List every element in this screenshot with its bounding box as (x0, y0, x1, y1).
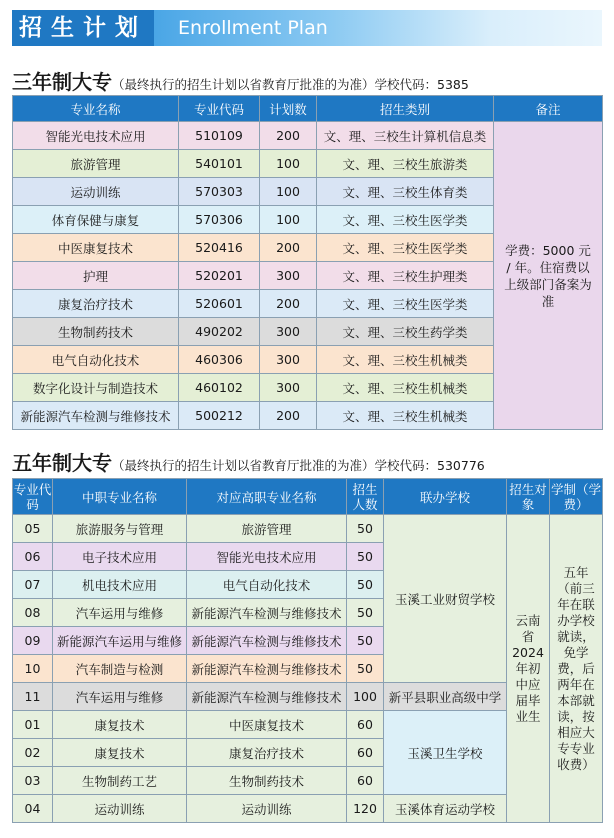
header-cell: 中职专业名称 (53, 479, 187, 515)
program-code: 08 (13, 599, 53, 627)
program-code: 06 (13, 543, 53, 571)
header-cell: 专业代码 (179, 96, 260, 122)
header-cell: 招生类别 (317, 96, 494, 122)
remarks-cell (494, 122, 603, 430)
enrollment-count: 120 (347, 795, 384, 823)
admission-category: 文、理、三校生机械类 (317, 402, 494, 430)
secondary-major: 运动训练 (53, 795, 187, 823)
enrollment-count: 50 (347, 515, 384, 543)
major-name: 中医康复技术 (13, 234, 179, 262)
table-row (13, 122, 603, 150)
secondary-major: 汽车运用与维修 (53, 683, 187, 711)
admission-category: 文、理、三校生医学类 (317, 234, 494, 262)
admission-category: 文、理、三校生药学类 (317, 318, 494, 346)
plan-count: 100 (260, 150, 317, 178)
enrollment-count: 50 (347, 599, 384, 627)
three-year-note: （最终执行的招生计划以省教育厅批准的为准）学校代码：5385 (112, 77, 469, 92)
header-cell: 学制（学费） (550, 479, 603, 515)
system-text: 五年（前三年在联办学校就读，免学费，后两年在本部就读，按相应大专专业收费） (557, 564, 595, 772)
major-name: 电气自动化技术 (13, 346, 179, 374)
partner-school: 玉溪卫生学校 (384, 711, 507, 795)
secondary-major: 生物制药工艺 (53, 767, 187, 795)
system-cell (550, 515, 603, 823)
program-code: 09 (13, 627, 53, 655)
major-code: 500212 (179, 402, 260, 430)
higher-major: 新能源汽车检测与维修技术 (187, 627, 347, 655)
higher-major: 新能源汽车检测与维修技术 (187, 683, 347, 711)
target-cell (507, 515, 550, 823)
major-name: 运动训练 (13, 178, 179, 206)
secondary-major: 康复技术 (53, 711, 187, 739)
program-code: 10 (13, 655, 53, 683)
higher-major: 新能源汽车检测与维修技术 (187, 655, 347, 683)
header-cell: 招生人数 (347, 479, 384, 515)
higher-major: 运动训练 (187, 795, 347, 823)
major-name: 智能光电技术应用 (13, 122, 179, 150)
major-code: 520601 (179, 290, 260, 318)
major-code: 510109 (179, 122, 260, 150)
partner-school: 玉溪工业财贸学校 (384, 515, 507, 683)
enrollment-count: 60 (347, 767, 384, 795)
header-cell: 计划数 (260, 96, 317, 122)
major-name: 康复治疗技术 (13, 290, 179, 318)
major-code: 570303 (179, 178, 260, 206)
header-cell: 专业代码 (13, 479, 53, 515)
higher-major: 旅游管理 (187, 515, 347, 543)
five-year-title: 五年制大专 (12, 451, 112, 475)
secondary-major: 机电技术应用 (53, 571, 187, 599)
enrollment-count: 100 (347, 683, 384, 711)
major-name: 生物制药技术 (13, 318, 179, 346)
three-year-title: 三年制大专 (12, 70, 112, 94)
secondary-major: 汽车制造与检测 (53, 655, 187, 683)
higher-major: 中医康复技术 (187, 711, 347, 739)
program-code: 05 (13, 515, 53, 543)
program-code: 07 (13, 571, 53, 599)
admission-category: 文、理、三校生护理类 (317, 262, 494, 290)
major-code: 460102 (179, 374, 260, 402)
major-name: 护理 (13, 262, 179, 290)
admission-category: 文、理、三校生体育类 (317, 178, 494, 206)
header-cell: 招生对象 (507, 479, 550, 515)
admission-category: 文、理、三校生旅游类 (317, 150, 494, 178)
major-name: 数字化设计与制造技术 (13, 374, 179, 402)
higher-major: 生物制药技术 (187, 767, 347, 795)
secondary-major: 电子技术应用 (53, 543, 187, 571)
program-code: 11 (13, 683, 53, 711)
partner-school: 玉溪体育运动学校 (384, 795, 507, 823)
header-cell: 专业名称 (13, 96, 179, 122)
banner-title-en: Enrollment Plan (154, 10, 602, 46)
secondary-major: 康复技术 (53, 739, 187, 767)
major-code: 490202 (179, 318, 260, 346)
admission-category: 文、理、三校生医学类 (317, 206, 494, 234)
major-code: 520416 (179, 234, 260, 262)
secondary-major: 汽车运用与维修 (53, 599, 187, 627)
major-code: 460306 (179, 346, 260, 374)
enrollment-count: 50 (347, 655, 384, 683)
plan-count: 300 (260, 318, 317, 346)
program-code: 02 (13, 739, 53, 767)
admission-category: 文、理、三校生机械类 (317, 346, 494, 374)
higher-major: 智能光电技术应用 (187, 543, 347, 571)
enrollment-count: 50 (347, 543, 384, 571)
five-year-table (12, 478, 603, 823)
plan-count: 200 (260, 402, 317, 430)
secondary-major: 新能源汽车运用与维修 (53, 627, 187, 655)
admission-category: 文、理、三校生机械类 (317, 374, 494, 402)
major-code: 570306 (179, 206, 260, 234)
plan-count: 200 (260, 122, 317, 150)
plan-count: 100 (260, 178, 317, 206)
table-row (13, 515, 603, 543)
admission-category: 文、理、三校生计算机信息类 (317, 122, 494, 150)
enrollment-count: 60 (347, 739, 384, 767)
plan-count: 200 (260, 290, 317, 318)
program-code: 04 (13, 795, 53, 823)
banner-title-cn: 招生计划 (12, 10, 154, 46)
remark-text: 学费：5000 元 / 年。住宿费以上级部门备案为准 (504, 242, 592, 309)
program-code: 03 (13, 767, 53, 795)
header-banner (12, 10, 602, 46)
header-cell: 对应高职专业名称 (187, 479, 347, 515)
program-code: 01 (13, 711, 53, 739)
three-year-table (12, 95, 603, 430)
plan-count: 300 (260, 346, 317, 374)
major-name: 体育保健与康复 (13, 206, 179, 234)
higher-major: 电气自动化技术 (187, 571, 347, 599)
target-text: 云南省2024年初中应届毕业生 (512, 612, 544, 724)
major-name: 新能源汽车检测与维修技术 (13, 402, 179, 430)
plan-count: 200 (260, 234, 317, 262)
enrollment-count: 60 (347, 711, 384, 739)
header-cell: 备注 (494, 96, 603, 122)
enrollment-count: 50 (347, 571, 384, 599)
plan-count: 100 (260, 206, 317, 234)
three-year-heading (12, 66, 469, 95)
major-name: 旅游管理 (13, 150, 179, 178)
plan-count: 300 (260, 374, 317, 402)
header-cell: 联办学校 (384, 479, 507, 515)
secondary-major: 旅游服务与管理 (53, 515, 187, 543)
higher-major: 新能源汽车检测与维修技术 (187, 599, 347, 627)
admission-category: 文、理、三校生医学类 (317, 290, 494, 318)
partner-school: 新平县职业高级中学 (384, 683, 507, 711)
five-year-note: （最终执行的招生计划以省教育厅批准的为准）学校代码：530776 (112, 458, 485, 473)
five-year-heading (12, 447, 485, 476)
enrollment-count: 50 (347, 627, 384, 655)
plan-count: 300 (260, 262, 317, 290)
major-code: 520201 (179, 262, 260, 290)
higher-major: 康复治疗技术 (187, 739, 347, 767)
major-code: 540101 (179, 150, 260, 178)
